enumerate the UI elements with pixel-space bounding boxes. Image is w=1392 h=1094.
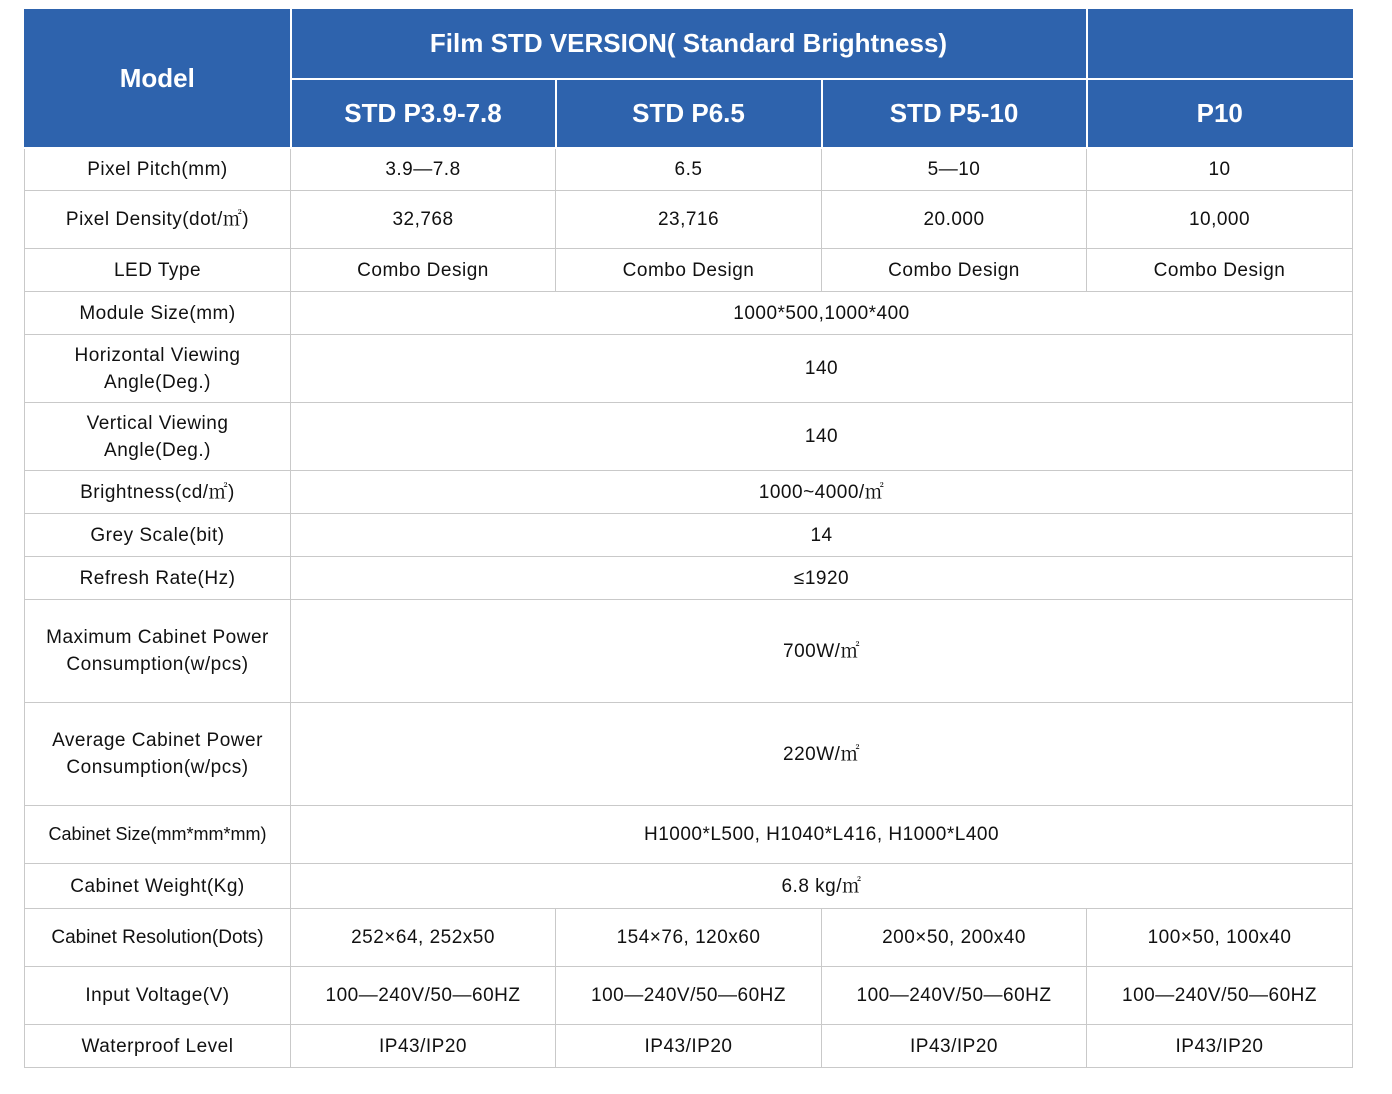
row-label	[25, 703, 291, 806]
row-label	[25, 600, 291, 703]
row-max-power	[25, 600, 1353, 703]
column-header: STD P6.5	[556, 79, 822, 148]
cell-value-merged: 14	[291, 514, 1353, 557]
row-label: LED Type	[25, 249, 291, 292]
row-label: Pixel Pitch(mm)	[25, 148, 291, 191]
cell-value-merged: ≤1920	[291, 557, 1353, 600]
cell-value: IP43/IP20	[1087, 1025, 1353, 1068]
cell-value: Combo Design	[822, 249, 1087, 292]
row-label: Refresh Rate(Hz)	[25, 557, 291, 600]
row-label-line: Consumption(w/pcs)	[66, 654, 249, 675]
cell-value-merged: 140	[291, 403, 1353, 471]
row-vertical-viewing	[25, 403, 1353, 471]
row-input-voltage	[25, 967, 1353, 1025]
cell-value: 32,768	[291, 191, 556, 249]
column-header: P10	[1087, 79, 1353, 148]
cell-value: 252×64, 252x50	[291, 909, 556, 967]
row-label: Pixel Density(dot/㎡)	[25, 191, 291, 249]
column-header: STD P5-10	[822, 79, 1087, 148]
row-pixel-pitch	[25, 148, 1353, 191]
cell-value: 154×76, 120x60	[556, 909, 822, 967]
row-waterproof	[25, 1025, 1353, 1068]
cell-value: Combo Design	[556, 249, 822, 292]
row-label-line: Vertical Viewing	[86, 412, 229, 434]
cell-value: 100×50, 100x40	[1087, 909, 1353, 967]
cell-value-merged: 140	[291, 335, 1353, 403]
cell-value: 6.5	[556, 148, 822, 191]
cell-value-merged: H1000*L500, H1040*L416, H1000*L400	[291, 806, 1353, 864]
row-label-line: Angle(Deg.)	[104, 439, 211, 461]
spec-table	[24, 9, 1353, 1068]
cell-value: IP43/IP20	[822, 1025, 1087, 1068]
cell-value-merged: 220W/㎡	[291, 703, 1353, 806]
model-header: Model	[25, 10, 291, 148]
row-cabinet-resolution	[25, 909, 1353, 967]
row-module-size	[25, 292, 1353, 335]
row-label-line: Horizontal Viewing	[74, 344, 241, 366]
row-label: Module Size(mm)	[25, 292, 291, 335]
row-label: Cabinet Resolution(Dots)	[25, 909, 291, 967]
row-led-type	[25, 249, 1353, 292]
row-label: Waterproof Level	[25, 1025, 291, 1068]
cell-value: 23,716	[556, 191, 822, 249]
row-label: Grey Scale(bit)	[25, 514, 291, 557]
row-avg-power	[25, 703, 1353, 806]
cell-value: 3.9—7.8	[291, 148, 556, 191]
cell-value-merged: 6.8 kg/㎡	[291, 864, 1353, 909]
cell-value: Combo Design	[1087, 249, 1353, 292]
cell-value: 100—240V/50—60HZ	[291, 967, 556, 1025]
row-label: Brightness(cd/㎡)	[25, 471, 291, 514]
row-refresh-rate	[25, 557, 1353, 600]
row-cabinet-weight	[25, 864, 1353, 909]
cell-value: 10,000	[1087, 191, 1353, 249]
row-label	[25, 335, 291, 403]
row-grey-scale	[25, 514, 1353, 557]
cell-value: 100—240V/50—60HZ	[822, 967, 1087, 1025]
cell-value: IP43/IP20	[556, 1025, 822, 1068]
cell-value: 200×50, 200x40	[822, 909, 1087, 967]
row-pixel-density	[25, 191, 1353, 249]
row-label-line: Angle(Deg.)	[104, 371, 211, 393]
row-label: Cabinet Size(mm*mm*mm)	[25, 806, 291, 864]
cell-value: 100—240V/50—60HZ	[1087, 967, 1353, 1025]
row-brightness	[25, 471, 1353, 514]
column-header: STD P3.9-7.8	[291, 79, 556, 148]
cell-value: 100—240V/50—60HZ	[556, 967, 822, 1025]
row-label-line: Consumption(w/pcs)	[66, 757, 249, 778]
cell-value-merged: 1000*500,1000*400	[291, 292, 1353, 335]
version-header: Film STD VERSION( Standard Brightness)	[291, 10, 1087, 79]
cell-value: 10	[1087, 148, 1353, 191]
cell-value: Combo Design	[291, 249, 556, 292]
row-cabinet-size	[25, 806, 1353, 864]
header-row-top	[25, 10, 1353, 79]
cell-value-merged: 1000~4000/㎡	[291, 471, 1353, 514]
row-label: Input Voltage(V)	[25, 967, 291, 1025]
cell-value: 20.000	[822, 191, 1087, 249]
row-label	[25, 403, 291, 471]
cell-value-merged: 700W/㎡	[291, 600, 1353, 703]
row-label: Cabinet Weight(Kg)	[25, 864, 291, 909]
version-header-blank	[1087, 10, 1353, 79]
cell-value: 5—10	[822, 148, 1087, 191]
row-label-line: Average Cabinet Power	[52, 730, 263, 751]
row-label-line: Maximum Cabinet Power	[46, 627, 269, 648]
cell-value: IP43/IP20	[291, 1025, 556, 1068]
row-horizontal-viewing	[25, 335, 1353, 403]
